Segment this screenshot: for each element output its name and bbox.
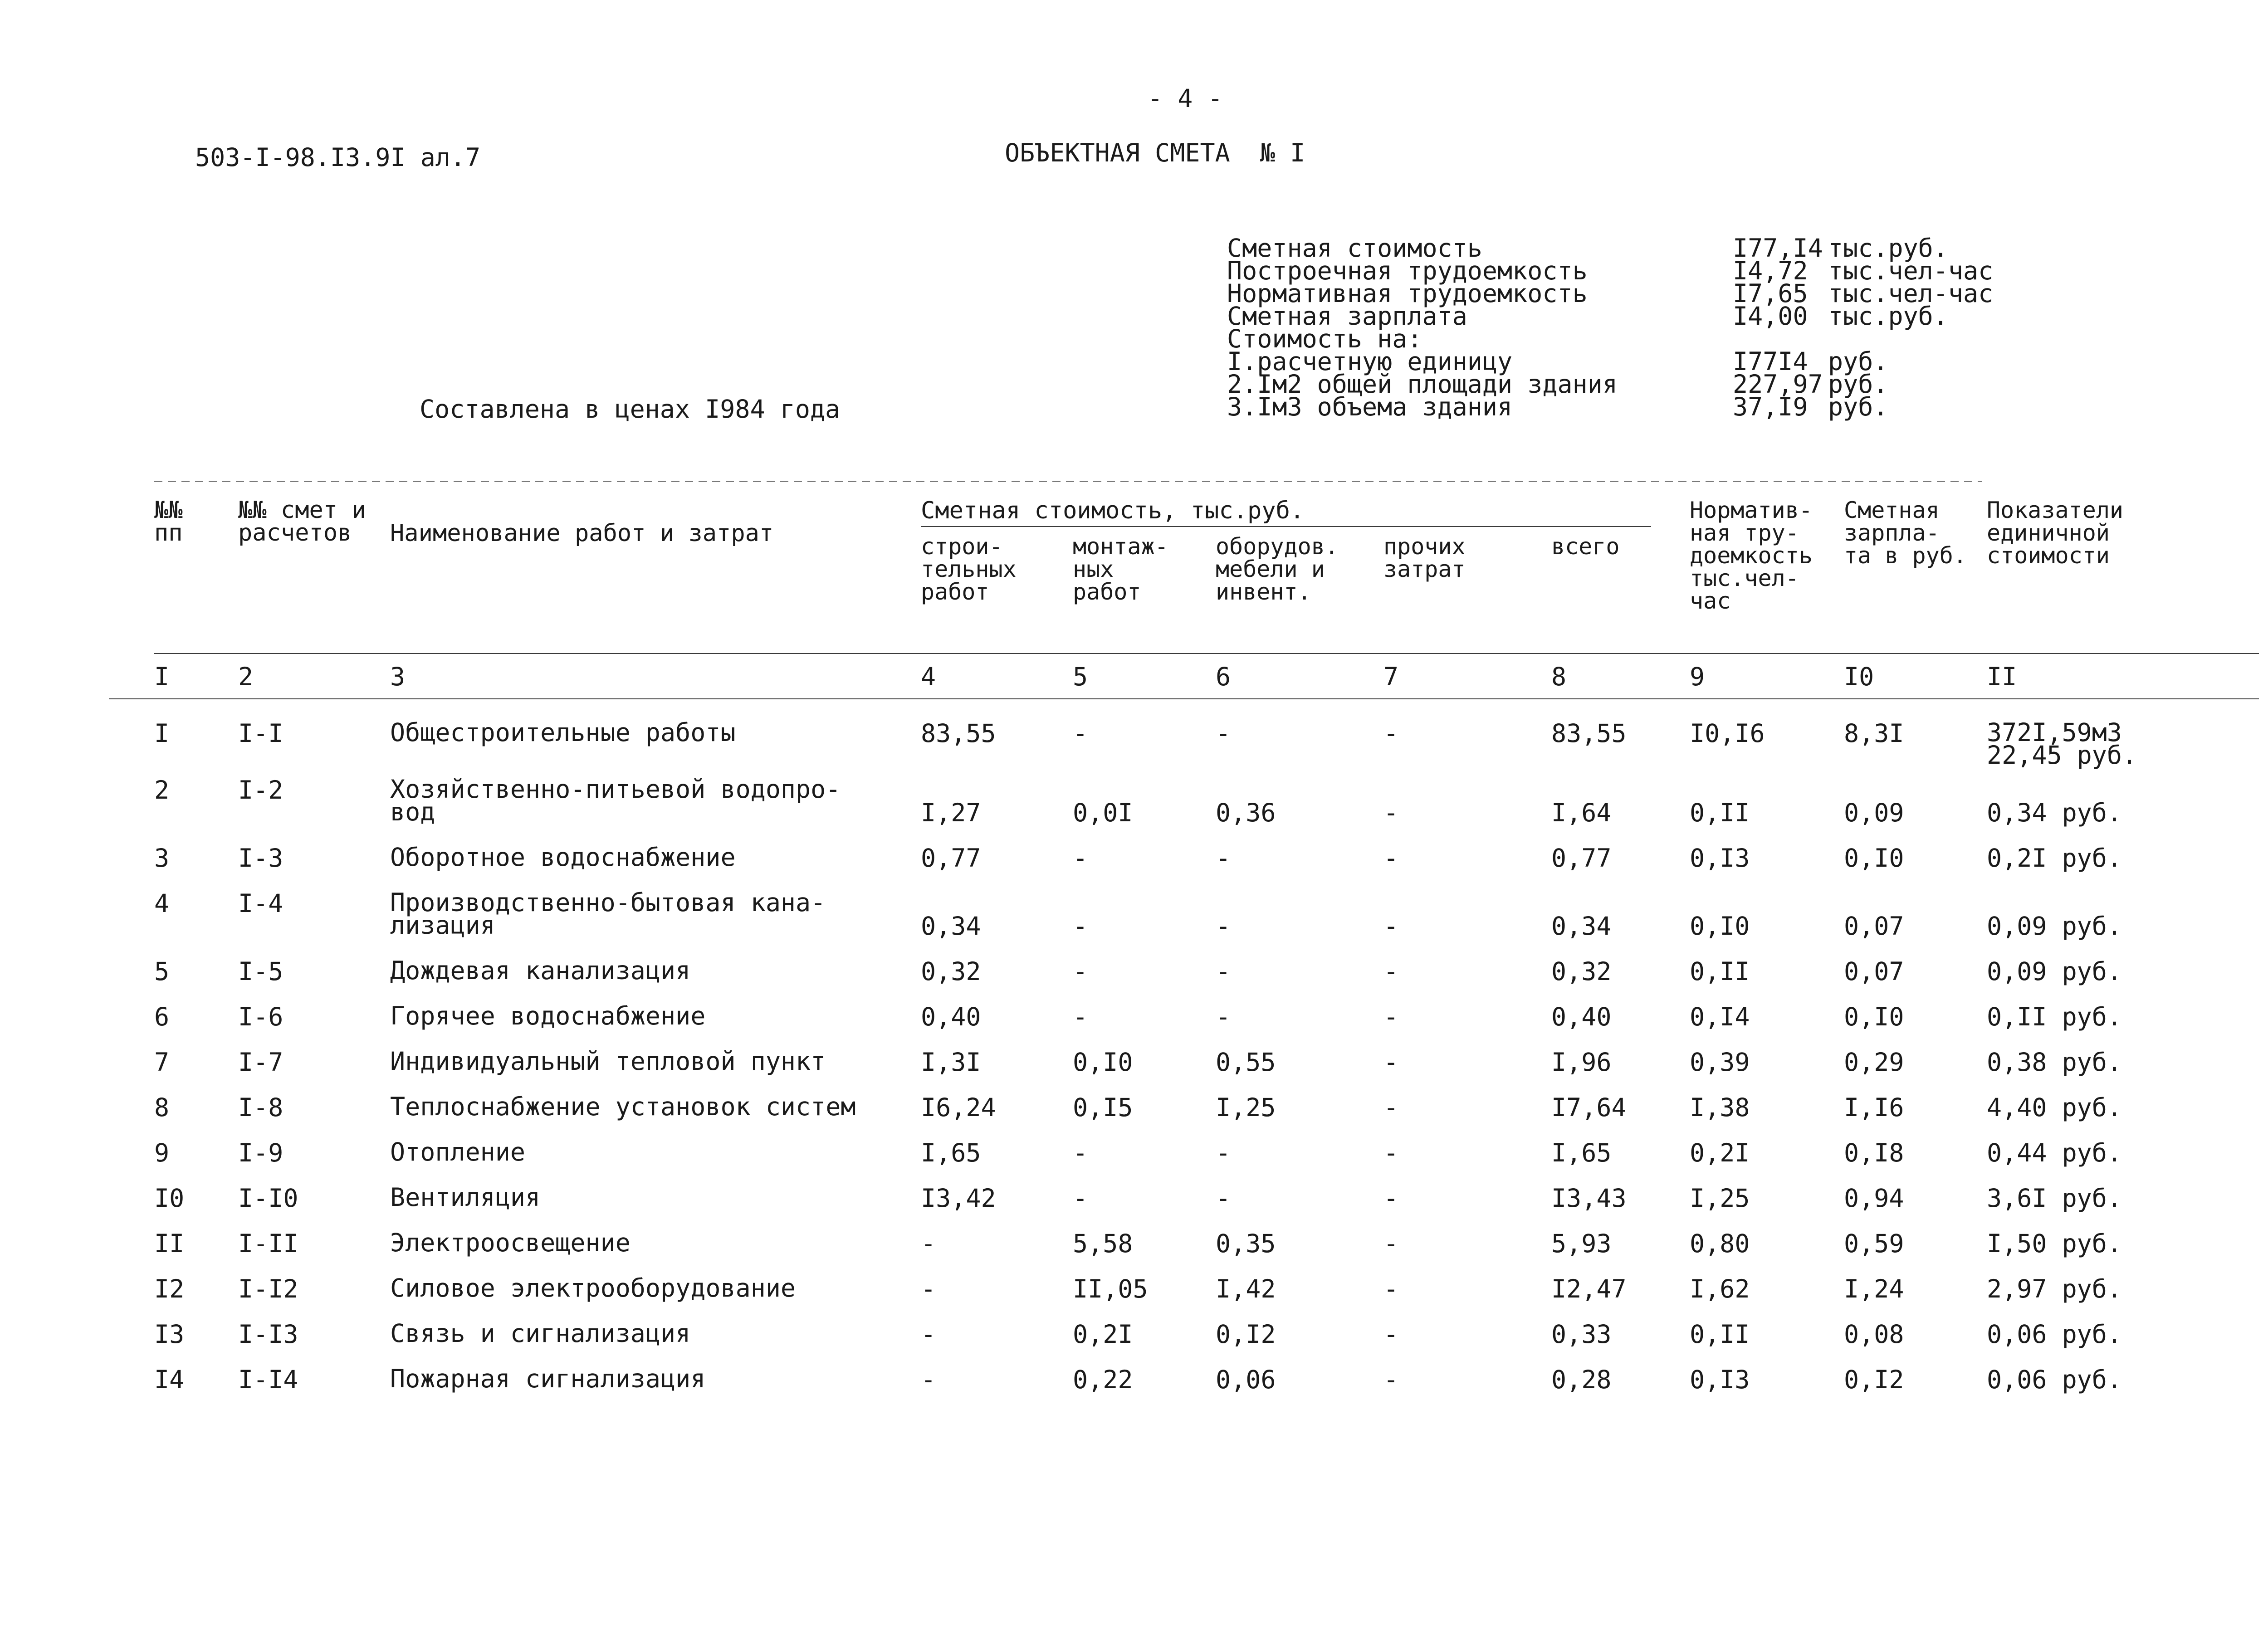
other-cost: - [1383, 1048, 1399, 1077]
construction-cost: I6,24 [921, 1093, 996, 1122]
row-number: 2 [154, 776, 170, 805]
row-number: I4 [154, 1365, 185, 1394]
labor-hours: 0,II [1690, 1320, 1750, 1349]
row-number: 3 [154, 844, 170, 873]
labor-hours: I,62 [1690, 1274, 1750, 1303]
row-number: I2 [154, 1274, 185, 1303]
wages: 0,29 [1844, 1048, 1904, 1077]
other-cost: - [1383, 1229, 1399, 1258]
summary-value: I4,00 [1733, 302, 1808, 331]
row-number: 9 [154, 1138, 170, 1167]
header-other-costs: прочих затрат [1383, 533, 1466, 582]
total-cost: I7,64 [1551, 1093, 1627, 1122]
labor-hours: 0,I0 [1690, 912, 1750, 941]
installation-cost: - [1073, 1002, 1088, 1031]
header-labor: Норматив- ная тру- доемкость тыс.чел- час [1690, 497, 1813, 614]
header-top-rule [154, 481, 1982, 482]
estimate-ref: I-2 [238, 776, 284, 805]
labor-hours: I,38 [1690, 1093, 1750, 1122]
unit-cost: 372I,59м3 22,45 руб. [1987, 718, 2137, 770]
total-cost: 0,32 [1551, 957, 1612, 986]
installation-cost: - [1073, 1138, 1088, 1167]
unit-cost: 0,09 руб. [1987, 957, 2122, 986]
labor-hours: 0,II [1690, 957, 1750, 986]
construction-cost: - [921, 1365, 936, 1394]
equipment-cost: - [1216, 957, 1231, 986]
equipment-cost: - [1216, 719, 1231, 748]
equipment-cost: 0,55 [1216, 1048, 1276, 1077]
labor-hours: 0,II [1690, 798, 1750, 827]
column-numbers-rule [109, 698, 2259, 699]
unit-cost: 0,06 руб. [1987, 1320, 2122, 1349]
prices-note: Составлена в ценах I984 года [420, 395, 841, 424]
total-cost: I3,43 [1551, 1184, 1627, 1213]
other-cost: - [1383, 1138, 1399, 1167]
construction-cost: - [921, 1274, 936, 1303]
installation-cost: 0,I5 [1073, 1093, 1133, 1122]
wages: 0,I2 [1844, 1365, 1904, 1394]
construction-cost: 0,77 [921, 844, 981, 873]
labor-hours: 0,39 [1690, 1048, 1750, 1077]
wages: 0,07 [1844, 957, 1904, 986]
row-number: 4 [154, 889, 170, 918]
other-cost: - [1383, 1365, 1399, 1394]
summary-label: Сметная зарплата [1227, 302, 1467, 331]
work-name: Хозяйственно-питьевой водопро- вод [390, 775, 841, 826]
work-name: Теплоснабжение установок систем [390, 1092, 856, 1121]
header-bottom-rule [154, 653, 2259, 654]
header-row-number: №№ пп [154, 497, 183, 546]
wages: I,24 [1844, 1274, 1904, 1303]
summary-label: Стоимость на: [1227, 324, 1422, 353]
work-name: Оборотное водоснабжение [390, 843, 736, 872]
installation-cost: 5,58 [1073, 1229, 1133, 1258]
unit-cost: 0,06 руб. [1987, 1365, 2122, 1394]
wages: 0,08 [1844, 1320, 1904, 1349]
work-name: Отопление [390, 1137, 526, 1166]
construction-cost: 0,34 [921, 912, 981, 941]
row-number: 8 [154, 1093, 170, 1122]
equipment-cost: - [1216, 844, 1231, 873]
summary-value: 227,97 [1733, 370, 1823, 399]
other-cost: - [1383, 957, 1399, 986]
row-number: I3 [154, 1320, 185, 1349]
summary-unit: тыс.руб. [1828, 234, 1948, 263]
summary-label: Построечная трудоемкость [1227, 256, 1588, 285]
header-cost-group: Сметная стоимость, тыс.руб. [921, 497, 1305, 524]
construction-cost: I,65 [921, 1138, 981, 1167]
other-cost: - [1383, 719, 1399, 748]
estimate-ref: I-II [238, 1229, 298, 1258]
wages: I,I6 [1844, 1093, 1904, 1122]
header-equipment: оборудов. мебели и инвент. [1216, 533, 1339, 605]
labor-hours: 0,I3 [1690, 1365, 1750, 1394]
wages: 0,59 [1844, 1229, 1904, 1258]
other-cost: - [1383, 1093, 1399, 1122]
header-total: всего [1551, 533, 1620, 560]
summary-unit: руб. [1828, 392, 1888, 421]
labor-hours: I,25 [1690, 1184, 1750, 1213]
total-cost: I2,47 [1551, 1274, 1627, 1303]
row-number: II [154, 1229, 185, 1258]
unit-cost: I,50 руб. [1987, 1229, 2122, 1258]
other-cost: - [1383, 1320, 1399, 1349]
summary-value: I77I4 [1733, 347, 1808, 376]
unit-cost: 2,97 руб. [1987, 1274, 2122, 1303]
cost-group-rule [921, 526, 1651, 527]
summary-label: Сметная стоимость [1227, 234, 1482, 263]
document-title: ОБЪЕКТНАЯ СМЕТА № I [1005, 138, 1305, 167]
summary-unit: тыс.чел-час [1828, 279, 1994, 308]
column-number: 5 [1073, 662, 1088, 691]
other-cost: - [1383, 1274, 1399, 1303]
column-number: 8 [1551, 662, 1567, 691]
total-cost: 0,34 [1551, 912, 1612, 941]
work-name: Вентиляция [390, 1183, 541, 1212]
wages: 0,09 [1844, 798, 1904, 827]
construction-cost: I,27 [921, 798, 981, 827]
estimate-ref: I-9 [238, 1138, 284, 1167]
summary-value: I77,I4 [1733, 234, 1823, 263]
wages: 0,I0 [1844, 844, 1904, 873]
header-unit-cost: Показатели единичной стоимости [1987, 497, 2124, 569]
header-installation-works: монтаж- ных работ [1073, 533, 1168, 605]
summary-label: I.расчетную единицу [1227, 347, 1513, 376]
unit-cost: 4,40 руб. [1987, 1093, 2122, 1122]
installation-cost: - [1073, 957, 1088, 986]
total-cost: 83,55 [1551, 719, 1627, 748]
estimate-ref: I-I3 [238, 1320, 298, 1349]
total-cost: 0,40 [1551, 1002, 1612, 1031]
summary-unit: тыс.чел-час [1828, 256, 1994, 285]
construction-cost: 0,40 [921, 1002, 981, 1031]
total-cost: 0,28 [1551, 1365, 1612, 1394]
installation-cost: - [1073, 912, 1088, 941]
unit-cost: 0,II руб. [1987, 1002, 2122, 1031]
summary-unit: тыс.руб. [1828, 302, 1948, 331]
construction-cost: I3,42 [921, 1184, 996, 1213]
construction-cost: 83,55 [921, 719, 996, 748]
column-number: I0 [1844, 662, 1874, 691]
wages: 8,3I [1844, 719, 1904, 748]
total-cost: 0,77 [1551, 844, 1612, 873]
unit-cost: 0,38 руб. [1987, 1048, 2122, 1077]
column-number: 3 [390, 662, 406, 691]
row-number: I [154, 719, 170, 748]
construction-cost: I,3I [921, 1048, 981, 1077]
labor-hours: 0,2I [1690, 1138, 1750, 1167]
equipment-cost: - [1216, 1138, 1231, 1167]
equipment-cost: - [1216, 912, 1231, 941]
row-number: I0 [154, 1184, 185, 1213]
installation-cost: - [1073, 1184, 1088, 1213]
construction-cost: - [921, 1229, 936, 1258]
estimate-ref: I-4 [238, 889, 284, 918]
unit-cost: 3,6I руб. [1987, 1184, 2122, 1213]
column-number: 4 [921, 662, 936, 691]
row-number: 7 [154, 1048, 170, 1077]
summary-value: 37,I9 [1733, 392, 1808, 421]
equipment-cost: I,25 [1216, 1093, 1276, 1122]
summary-unit: руб. [1828, 347, 1888, 376]
total-cost: I,65 [1551, 1138, 1612, 1167]
total-cost: 0,33 [1551, 1320, 1612, 1349]
summary-label: 3.Iм3 объема здания [1227, 392, 1513, 421]
work-name: Электроосвещение [390, 1228, 631, 1257]
equipment-cost: 0,06 [1216, 1365, 1276, 1394]
column-number: 9 [1690, 662, 1705, 691]
header-estimate-ref: №№ смет и расчетов [238, 497, 366, 546]
estimate-ref: I-8 [238, 1093, 284, 1122]
equipment-cost: I,42 [1216, 1274, 1276, 1303]
total-cost: I,64 [1551, 798, 1612, 827]
labor-hours: 0,80 [1690, 1229, 1750, 1258]
other-cost: - [1383, 798, 1399, 827]
wages: 0,I8 [1844, 1138, 1904, 1167]
construction-cost: - [921, 1320, 936, 1349]
estimate-ref: I-3 [238, 844, 284, 873]
header-construction-works: строи- тельных работ [921, 533, 1017, 605]
equipment-cost: 0,36 [1216, 798, 1276, 827]
header-wages: Сметная зарпла- та в руб. [1844, 497, 1967, 569]
total-cost: 5,93 [1551, 1229, 1612, 1258]
estimate-ref: I-6 [238, 1002, 284, 1031]
labor-hours: 0,I3 [1690, 844, 1750, 873]
summary-value: I4,72 [1733, 256, 1808, 285]
row-number: 6 [154, 1002, 170, 1031]
installation-cost: - [1073, 844, 1088, 873]
total-cost: I,96 [1551, 1048, 1612, 1077]
unit-cost: 0,2I руб. [1987, 844, 2122, 873]
summary-value: I7,65 [1733, 279, 1808, 308]
wages: 0,07 [1844, 912, 1904, 941]
work-name: Индивидуальный тепловой пункт [390, 1047, 826, 1076]
equipment-cost: - [1216, 1184, 1231, 1213]
unit-cost: 0,09 руб. [1987, 912, 2122, 941]
estimate-ref: I-7 [238, 1048, 284, 1077]
estimate-ref: I-I [238, 719, 284, 748]
other-cost: - [1383, 1184, 1399, 1213]
equipment-cost: - [1216, 1002, 1231, 1031]
work-name: Пожарная сигнализация [390, 1364, 706, 1393]
labor-hours: 0,I4 [1690, 1002, 1750, 1031]
summary-label: 2.Iм2 общей площади здания [1227, 370, 1618, 399]
unit-cost: 0,34 руб. [1987, 798, 2122, 827]
work-name: Производственно-бытовая кана- лизация [390, 888, 826, 940]
column-number: 2 [238, 662, 254, 691]
installation-cost: 0,2I [1073, 1320, 1133, 1349]
summary-label: Нормативная трудоемкость [1227, 279, 1588, 308]
column-number: II [1987, 662, 2017, 691]
header-work-name: Наименование работ и затрат [390, 520, 774, 547]
installation-cost: - [1073, 719, 1088, 748]
other-cost: - [1383, 844, 1399, 873]
installation-cost: 0,0I [1073, 798, 1133, 827]
work-name: Связь и сигнализация [390, 1319, 691, 1348]
wages: 0,I0 [1844, 1002, 1904, 1031]
work-name: Силовое электрооборудование [390, 1273, 796, 1302]
work-name: Общестроительные работы [390, 718, 736, 747]
other-cost: - [1383, 1002, 1399, 1031]
wages: 0,94 [1844, 1184, 1904, 1213]
other-cost: - [1383, 912, 1399, 941]
work-name: Горячее водоснабжение [390, 1001, 706, 1030]
equipment-cost: 0,I2 [1216, 1320, 1276, 1349]
estimate-ref: I-I4 [238, 1365, 298, 1394]
summary-unit: руб. [1828, 370, 1888, 399]
work-name: Дождевая канализация [390, 956, 691, 985]
row-number: 5 [154, 957, 170, 986]
installation-cost: II,05 [1073, 1274, 1148, 1303]
installation-cost: 0,22 [1073, 1365, 1133, 1394]
estimate-ref: I-I2 [238, 1274, 298, 1303]
column-number: 6 [1216, 662, 1231, 691]
unit-cost: 0,44 руб. [1987, 1138, 2122, 1167]
document-code: 503-I-98.I3.9I ал.7 [195, 143, 481, 172]
page-number: - 4 - [1148, 84, 1223, 113]
equipment-cost: 0,35 [1216, 1229, 1276, 1258]
estimate-ref: I-I0 [238, 1184, 298, 1213]
construction-cost: 0,32 [921, 957, 981, 986]
estimate-ref: I-5 [238, 957, 284, 986]
column-number: I [154, 662, 170, 691]
column-number: 7 [1383, 662, 1399, 691]
installation-cost: 0,I0 [1073, 1048, 1133, 1077]
labor-hours: I0,I6 [1690, 719, 1765, 748]
